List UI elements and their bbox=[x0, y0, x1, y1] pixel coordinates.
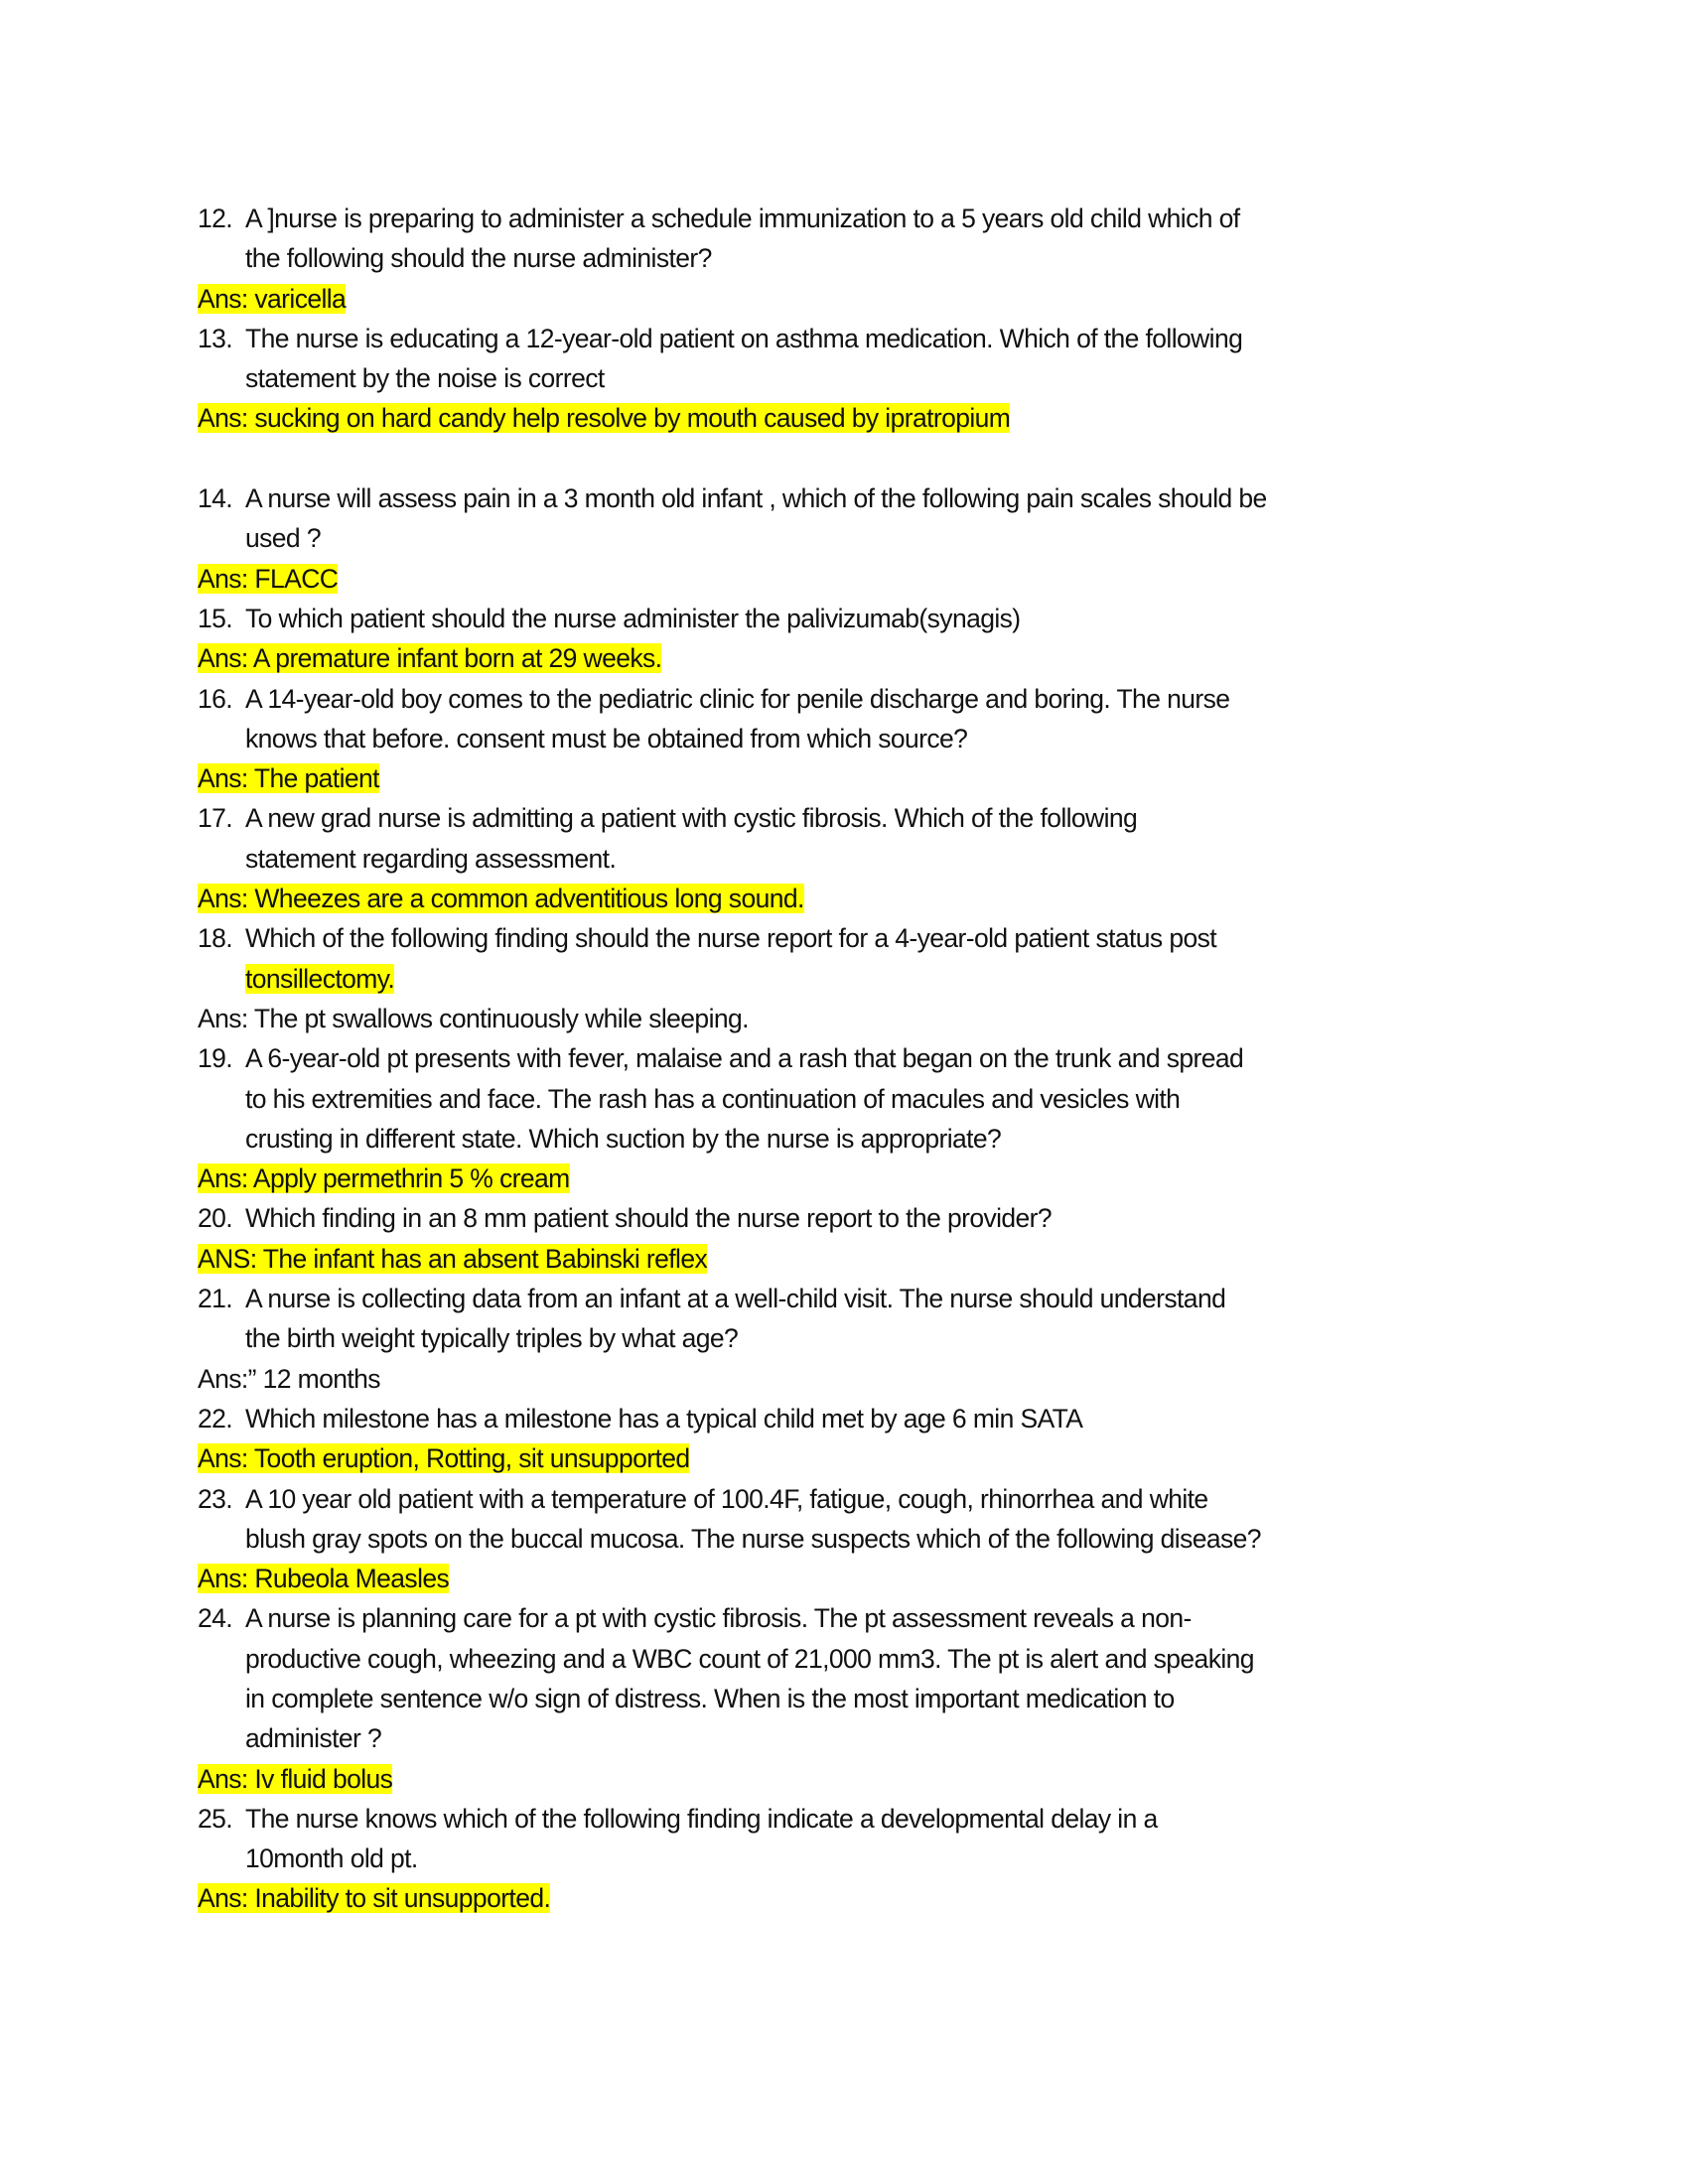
question-text: the birth weight typically triples by what age? bbox=[245, 1323, 739, 1354]
question-text: A nurse is collecting data from an infant at a well-child visit. The nurse should understand bbox=[245, 1284, 1226, 1314]
answer-text: Ans: The patient bbox=[198, 763, 379, 794]
question-number: 19. bbox=[198, 1043, 233, 1074]
answer-text: Ans: Iv fluid bolus bbox=[198, 1763, 393, 1794]
question-text: A 6-year-old pt presents with fever, malaise and a rash that began on the trunk and spread bbox=[245, 1043, 1244, 1074]
answer-text: ANS: The infant has an absent Babinski reflex bbox=[198, 1243, 708, 1274]
question-24-cont bbox=[198, 1718, 1508, 1758]
answer-24 bbox=[198, 1759, 1508, 1799]
question-number: 25. bbox=[198, 1803, 233, 1834]
question-text: A nurse will assess pain in a 3 month old infant , which of the following pain scales should be bbox=[245, 483, 1267, 514]
question-17 bbox=[198, 798, 1508, 838]
question-25 bbox=[198, 1799, 1508, 1839]
question-text: A ]nurse is preparing to administer a schedule immunization to a 5 years old child which of bbox=[245, 204, 1240, 233]
question-text: used ? bbox=[245, 523, 321, 554]
question-16-cont bbox=[198, 719, 1508, 758]
question-number: 16. bbox=[198, 683, 233, 714]
question-list bbox=[198, 199, 1508, 1919]
answer-16 bbox=[198, 758, 1508, 798]
question-24-cont bbox=[198, 1679, 1508, 1718]
question-text: A new grad nurse is admitting a patient with cystic fibrosis. Which of the following bbox=[245, 803, 1138, 834]
question-19-cont bbox=[198, 1079, 1508, 1119]
answer-12 bbox=[198, 279, 1508, 319]
question-text: The nurse knows which of the following finding indicate a developmental delay in a bbox=[245, 1803, 1158, 1834]
question-text: Which milestone has a milestone has a typical child met by age 6 min SATA bbox=[245, 1403, 1083, 1433]
question-text: tonsillectomy. bbox=[245, 963, 395, 994]
question-number: 21. bbox=[198, 1284, 233, 1314]
question-number: 18. bbox=[198, 923, 233, 954]
question-18-cont bbox=[198, 959, 1508, 999]
question-21-cont bbox=[198, 1318, 1508, 1358]
answer-15 bbox=[198, 638, 1508, 678]
answer-text: Ans: FLACC bbox=[198, 563, 339, 594]
question-13-cont bbox=[198, 358, 1508, 398]
question-text: To which patient should the nurse administer the palivizumab(synagis) bbox=[245, 603, 1021, 633]
answer-text: Ans: Wheezes are a common adventitious long sound. bbox=[198, 884, 804, 914]
question-text: productive cough, wheezing and a WBC count of 21,000 mm3. The pt is alert and speaking bbox=[245, 1643, 1254, 1674]
question-19 bbox=[198, 1038, 1508, 1078]
answer-23 bbox=[198, 1559, 1508, 1598]
question-14 bbox=[198, 478, 1508, 518]
blank-line bbox=[198, 439, 1508, 478]
question-text: The nurse is educating a 12-year-old patient on asthma medication. Which of the following bbox=[245, 323, 1243, 353]
answer-17 bbox=[198, 879, 1508, 918]
answer-14 bbox=[198, 559, 1508, 599]
answer-20 bbox=[198, 1239, 1508, 1279]
answer-text: Ans: A premature infant born at 29 weeks. bbox=[198, 643, 662, 674]
question-text: A nurse is planning care for a pt with cystic fibrosis. The pt assessment reveals a non- bbox=[245, 1603, 1192, 1634]
question-text: administer ? bbox=[245, 1723, 382, 1754]
question-text: statement regarding assessment. bbox=[245, 843, 617, 874]
question-17-cont bbox=[198, 839, 1508, 879]
question-text: statement by the noise is correct bbox=[245, 363, 605, 394]
answer-25 bbox=[198, 1878, 1508, 1918]
question-23 bbox=[198, 1479, 1508, 1519]
question-number: 12. bbox=[198, 204, 233, 233]
question-text: Which of the following finding should the nurse report for a 4-year-old patient status post bbox=[245, 923, 1217, 954]
answer-22 bbox=[198, 1438, 1508, 1478]
question-number: 14. bbox=[198, 483, 233, 514]
question-text: to his extremities and face. The rash has a continuation of macules and vesicles with bbox=[245, 1083, 1181, 1114]
answer-text: Ans: Rubeola Measles bbox=[198, 1564, 450, 1594]
question-23-cont bbox=[198, 1519, 1508, 1559]
question-number: 13. bbox=[198, 323, 233, 353]
answer-text: Ans:” 12 months bbox=[198, 1363, 380, 1394]
question-14-cont bbox=[198, 518, 1508, 558]
question-18 bbox=[198, 918, 1508, 958]
question-text: A 14-year-old boy comes to the pediatric clinic for penile discharge and boring. The nurse bbox=[245, 683, 1230, 714]
question-22 bbox=[198, 1399, 1508, 1438]
question-text: 10month old pt. bbox=[245, 1843, 418, 1874]
question-13 bbox=[198, 319, 1508, 358]
question-16 bbox=[198, 679, 1508, 719]
question-19-cont bbox=[198, 1119, 1508, 1159]
question-12-cont bbox=[198, 238, 1508, 278]
question-text: knows that before. consent must be obtained from which source? bbox=[245, 723, 968, 753]
answer-21 bbox=[198, 1359, 1508, 1399]
question-12 bbox=[198, 199, 1508, 238]
question-text: Which finding in an 8 mm patient should the nurse report to the provider? bbox=[245, 1203, 1053, 1234]
question-number: 24. bbox=[198, 1603, 233, 1634]
question-number: 23. bbox=[198, 1483, 233, 1514]
question-text: A 10 year old patient with a temperature of 100.4F, fatigue, cough, rhinorrhea and white bbox=[245, 1483, 1208, 1514]
question-25-cont bbox=[198, 1839, 1508, 1878]
answer-text: Ans: Tooth eruption, Rotting, sit unsupported bbox=[198, 1443, 690, 1474]
question-number: 17. bbox=[198, 803, 233, 834]
answer-text: Ans: Inability to sit unsupported. bbox=[198, 1883, 551, 1914]
question-number: 22. bbox=[198, 1403, 233, 1433]
question-text: in complete sentence w/o sign of distress. When is the most important medication to bbox=[245, 1683, 1175, 1713]
answer-text: Ans: sucking on hard candy help resolve by mouth caused by ipratropium bbox=[198, 403, 1011, 434]
question-number: 15. bbox=[198, 603, 233, 633]
question-text: blush gray spots on the buccal mucosa. The nurse suspects which of the following disease? bbox=[245, 1523, 1261, 1554]
question-24-cont bbox=[198, 1639, 1508, 1679]
question-20 bbox=[198, 1198, 1508, 1238]
question-15 bbox=[198, 599, 1508, 638]
answer-13 bbox=[198, 398, 1508, 438]
question-text: crusting in different state. Which suction by the nurse is appropriate? bbox=[245, 1123, 1002, 1154]
answer-text: Ans: varicella bbox=[198, 283, 347, 314]
question-number: 20. bbox=[198, 1203, 233, 1234]
answer-19 bbox=[198, 1159, 1508, 1198]
answer-18 bbox=[198, 999, 1508, 1038]
question-21 bbox=[198, 1279, 1508, 1318]
answer-text: Ans: The pt swallows continuously while sleeping. bbox=[198, 1003, 749, 1033]
question-24 bbox=[198, 1598, 1508, 1638]
question-text: the following should the nurse administer? bbox=[245, 243, 712, 274]
answer-text: Ans: Apply permethrin 5 % cream bbox=[198, 1163, 570, 1194]
